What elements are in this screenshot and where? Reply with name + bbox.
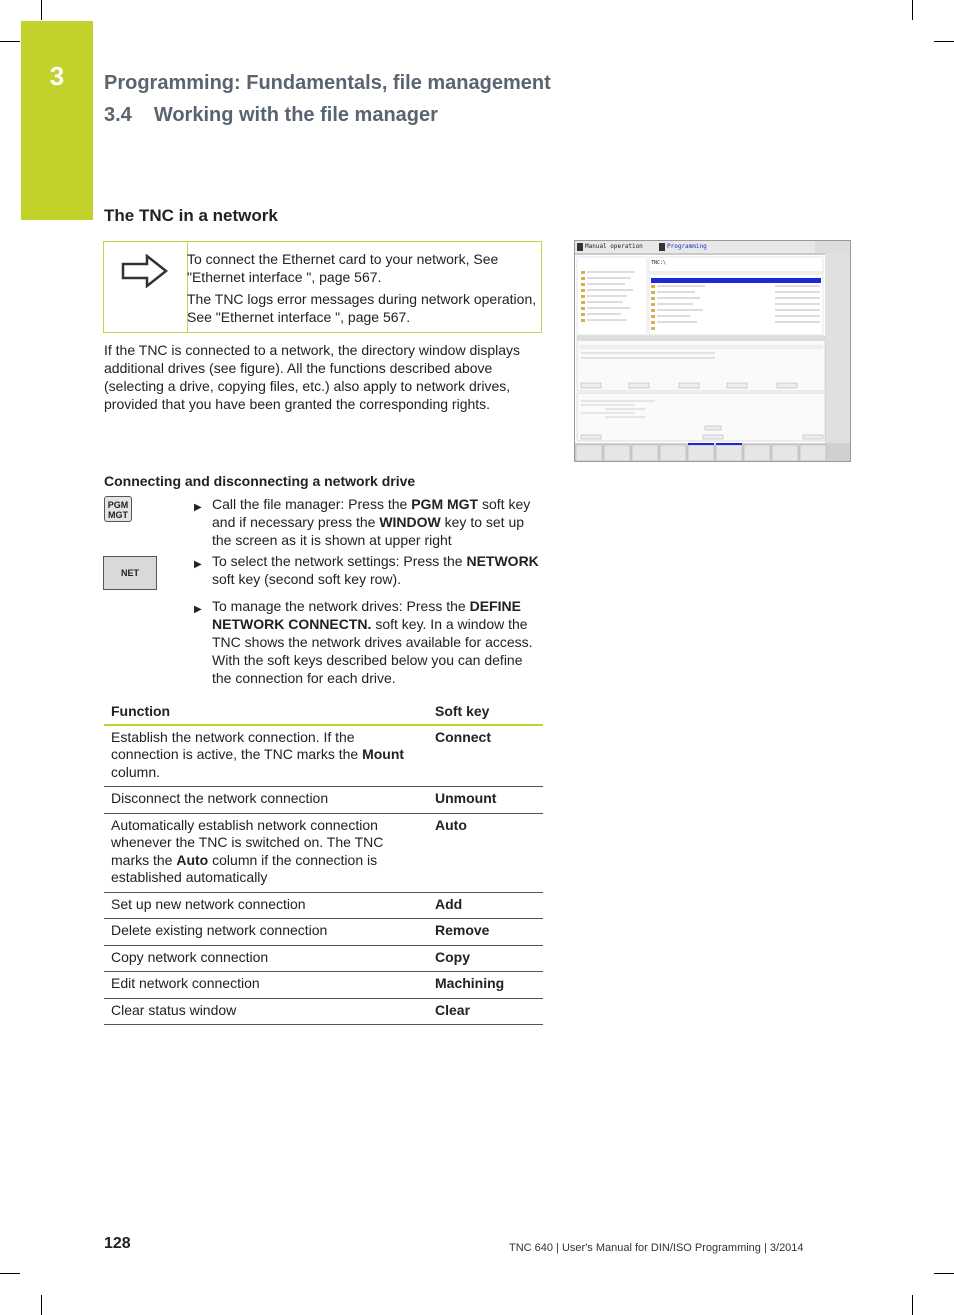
tnc-screen-drawing	[575, 241, 851, 462]
crop-mark	[41, 1295, 42, 1315]
net-softkey[interactable]: NET	[103, 556, 157, 590]
function-cell: Disconnect the network connection	[104, 787, 428, 814]
function-cell: Establish the network connection. If the connection is active, the TNC marks the Mount column.	[104, 725, 428, 787]
crop-mark	[934, 1273, 954, 1274]
note-icon-cell	[104, 242, 188, 332]
function-cell: Set up new network connection	[104, 892, 428, 919]
function-cell: Edit network connection	[104, 972, 428, 999]
crop-mark	[912, 0, 913, 20]
arrow-right-icon	[121, 254, 169, 288]
section-name: Working with the file manager	[153, 104, 438, 126]
function-cell: Delete existing network connection	[104, 919, 428, 946]
crop-mark	[0, 1273, 20, 1274]
table-row	[104, 813, 543, 892]
section-number: 3.4	[104, 104, 132, 126]
softkey-cell: Machining	[428, 972, 543, 999]
softkey-cell: Unmount	[428, 787, 543, 814]
softkey-cell: Connect	[428, 725, 543, 787]
table-row	[104, 725, 543, 787]
table-row	[104, 972, 543, 999]
chapter-tab	[21, 21, 93, 220]
note-box	[103, 241, 542, 333]
chapter-title: Programming: Fundamentals, file management	[104, 72, 551, 94]
column-header-function: Function	[104, 700, 428, 725]
table-row	[104, 945, 543, 972]
tnc-screenshot	[574, 240, 851, 462]
crop-mark	[912, 1295, 913, 1315]
table-header-row	[104, 700, 543, 725]
section-title	[104, 104, 438, 127]
footer-text: TNC 640 | User's Manual for DIN/ISO Programming | 3/2014	[509, 1242, 804, 1254]
softkey-cell: Auto	[428, 813, 543, 892]
chapter-number: 3	[49, 61, 65, 91]
table-row	[104, 998, 543, 1025]
step-text: To manage the network drives: Press the DEFINE NETWORK CONNECTN. soft key. In a window the TNC shows the network drives available for access. With the soft keys described below you can define the connection for each drive.	[212, 598, 533, 686]
screen-mode-left: Manual operation	[585, 243, 643, 250]
function-cell: Clear status window	[104, 998, 428, 1025]
function-cell: Copy network connection	[104, 945, 428, 972]
function-cell: Automatically establish network connection whenever the TNC is switched on. The TNC marks the Auto column if the connection is established automatically	[104, 813, 428, 892]
note-text	[187, 250, 537, 330]
page-number: 128	[104, 1235, 131, 1252]
note-line: The TNC logs error messages during network operation, See "Ethernet interface ", page 567.	[187, 291, 537, 325]
table-row	[104, 919, 543, 946]
screen-path: TNC:\	[651, 260, 667, 266]
crop-mark	[41, 0, 42, 20]
softkey-cell: Clear	[428, 998, 543, 1025]
crop-mark	[0, 41, 20, 42]
note-line: To connect the Ethernet card to your network, See "Ethernet interface ", page 567.	[187, 251, 499, 285]
subheading: Connecting and disconnecting a network drive	[104, 473, 416, 489]
softkey-table	[104, 700, 543, 1025]
triangle-right-icon: ▶	[194, 559, 202, 570]
softkey-cell: Add	[428, 892, 543, 919]
step-text: To select the network settings: Press the NETWORK soft key (second soft key row).	[212, 553, 539, 587]
screen-mode-right: Programming	[667, 243, 707, 250]
pgm-mgt-key-label: PGM MGT	[107, 500, 129, 520]
pgm-mgt-key[interactable]	[104, 496, 132, 522]
table-row	[104, 892, 543, 919]
intro-paragraph: If the TNC is connected to a network, the directory window displays additional drives (see figure). All the functions described above (selecting a drive, copying files, etc.) also apply to network drives, provided that you have been granted the corresponding rights.	[104, 342, 521, 412]
softkey-cell: Remove	[428, 919, 543, 946]
section-heading: The TNC in a network	[104, 206, 278, 225]
column-header-softkey: Soft key	[428, 700, 543, 725]
table-row	[104, 787, 543, 814]
triangle-right-icon: ▶	[194, 502, 202, 513]
triangle-right-icon: ▶	[194, 604, 202, 615]
step-text: Call the file manager: Press the PGM MGT soft key and if necessary press the WINDOW key to set up the screen as it is shown at upper right	[212, 496, 531, 548]
crop-mark	[934, 41, 954, 42]
softkey-cell: Copy	[428, 945, 543, 972]
